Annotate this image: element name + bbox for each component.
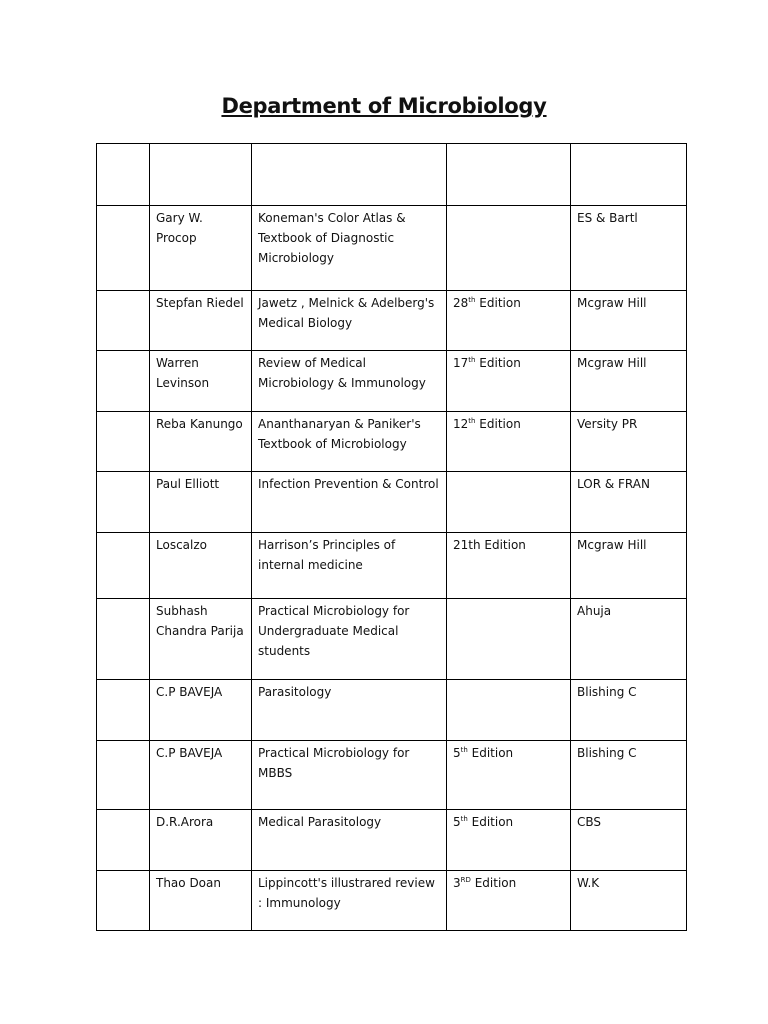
edition-cell	[447, 206, 571, 291]
book-title-cell: Jawetz , Melnick & Adelberg's Medical Biology	[252, 291, 447, 351]
header-cell	[97, 144, 150, 206]
edition-label: Edition	[467, 815, 514, 829]
edition-cell	[447, 533, 571, 599]
table-header-row	[97, 144, 687, 206]
table-row	[97, 680, 687, 741]
book-title-cell: Koneman's Color Atlas & Textbook of Diagnostic Microbiology	[252, 206, 447, 291]
edition-number: 28	[453, 296, 469, 310]
author-cell: Subhash Chandra Parija	[150, 599, 252, 680]
index-cell	[97, 412, 150, 472]
index-cell	[97, 599, 150, 680]
book-title-cell: Practical Microbiology for Undergraduate Medical students	[252, 599, 447, 680]
edition-number: 21th Edition	[453, 538, 526, 552]
edition-cell	[447, 351, 571, 412]
book-title-cell: Infection Prevention & Control	[252, 472, 447, 533]
header-cell	[252, 144, 447, 206]
table-row	[97, 871, 687, 931]
edition-cell	[447, 810, 571, 871]
index-cell	[97, 871, 150, 931]
edition-label: Edition	[467, 746, 514, 760]
edition-label: Edition	[470, 876, 517, 890]
edition-cell	[447, 291, 571, 351]
author-cell: Paul Elliott	[150, 472, 252, 533]
author-cell: Reba Kanungo	[150, 412, 252, 472]
edition-suffix: th	[460, 815, 468, 823]
book-title-cell: Practical Microbiology for MBBS	[252, 741, 447, 810]
edition-cell	[447, 871, 571, 931]
publisher-cell: LOR & FRAN	[571, 472, 687, 533]
table-row	[97, 599, 687, 680]
book-title-cell: Harrison’s Principles of internal medicine	[252, 533, 447, 599]
table-row	[97, 741, 687, 810]
publisher-cell: ES & Bartl	[571, 206, 687, 291]
book-title-cell: Parasitology	[252, 680, 447, 741]
publisher-cell: Mcgraw Hill	[571, 533, 687, 599]
header-cell	[447, 144, 571, 206]
author-cell: D.R.Arora	[150, 810, 252, 871]
book-title-cell: Ananthanaryan & Paniker's Textbook of Microbiology	[252, 412, 447, 472]
author-cell: Thao Doan	[150, 871, 252, 931]
edition-suffix: th	[468, 417, 476, 425]
index-cell	[97, 741, 150, 810]
edition-number: 5	[453, 815, 461, 829]
index-cell	[97, 533, 150, 599]
author-cell: Loscalzo	[150, 533, 252, 599]
author-cell: C.P BAVEJA	[150, 741, 252, 810]
edition-cell	[447, 741, 571, 810]
book-title-cell: Review of Medical Microbiology & Immunology	[252, 351, 447, 412]
edition-number: 3	[453, 876, 461, 890]
edition-cell	[447, 680, 571, 741]
table-row	[97, 810, 687, 871]
edition-cell	[447, 472, 571, 533]
book-title-cell: Medical Parasitology	[252, 810, 447, 871]
publisher-cell: CBS	[571, 810, 687, 871]
header-cell	[571, 144, 687, 206]
edition-label: Edition	[475, 296, 521, 310]
index-cell	[97, 810, 150, 871]
index-cell	[97, 206, 150, 291]
publisher-cell: W.K	[571, 871, 687, 931]
page-title: Department of Microbiology	[221, 94, 547, 118]
table-row	[97, 206, 687, 291]
edition-suffix: th	[468, 356, 476, 364]
edition-label: Edition	[475, 417, 521, 431]
book-table	[96, 143, 687, 931]
publisher-cell: Blishing C	[571, 680, 687, 741]
author-cell: C.P BAVEJA	[150, 680, 252, 741]
table-row	[97, 291, 687, 351]
edition-suffix: RD	[460, 876, 471, 884]
header-cell	[150, 144, 252, 206]
book-title-cell: Lippincott's illustrared review : Immunology	[252, 871, 447, 931]
publisher-cell: Ahuja	[571, 599, 687, 680]
edition-label: Edition	[475, 356, 521, 370]
table-row	[97, 412, 687, 472]
edition-suffix: th	[460, 746, 468, 754]
edition-cell	[447, 599, 571, 680]
edition-number: 12	[453, 417, 469, 431]
edition-suffix: th	[468, 296, 476, 304]
table-row	[97, 533, 687, 599]
index-cell	[97, 291, 150, 351]
index-cell	[97, 680, 150, 741]
index-cell	[97, 351, 150, 412]
index-cell	[97, 472, 150, 533]
publisher-cell: Versity PR	[571, 412, 687, 472]
table-row	[97, 351, 687, 412]
author-cell: Gary W. Procop	[150, 206, 252, 291]
author-cell: Warren Levinson	[150, 351, 252, 412]
edition-number: 17	[453, 356, 469, 370]
publisher-cell: Mcgraw Hill	[571, 291, 687, 351]
edition-number: 5	[453, 746, 461, 760]
edition-cell	[447, 412, 571, 472]
publisher-cell: Blishing C	[571, 741, 687, 810]
table-row	[97, 472, 687, 533]
publisher-cell: Mcgraw Hill	[571, 351, 687, 412]
author-cell: Stepfan Riedel	[150, 291, 252, 351]
